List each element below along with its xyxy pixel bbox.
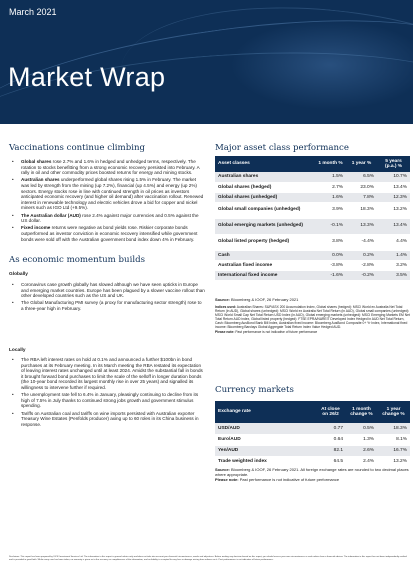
header-banner [0,0,413,124]
table-cell: Australian fixed income [215,260,315,270]
source-text: Bloomberg & IOOF, 26 February 2021 [229,297,299,302]
bullet-lead: Global shares [21,159,52,164]
report-date: March 2021 [9,7,57,17]
list-item: • The Global Manufacturing PMI survey (a proxy for manufacturing sector strength) rose to a three-year high in February. [9,300,205,311]
table-cell: 0.5% [346,423,377,434]
locally-list [9,357,205,429]
table-row [215,202,410,218]
table-cell: -3.8% [315,260,346,270]
table-cell: 18.3% [346,202,377,218]
table-cell: 2.4% [346,456,377,467]
table-cell: 3.2% [377,260,410,270]
bullet-text: returns were negative as bond yields rose. Riskier corporate bonds outperformed as investor conviction in economic recovery intensified while government bonds were sold off with the Australian government bond index down 4% in February. [21,225,198,242]
asset-table-body [215,172,410,280]
source-text: Bloomberg & IOOF, 26 February 2021. All foreign exchange rates are rounded to two decimal places where appropriate. [215,467,409,477]
table-cell: 0.77 [315,423,346,434]
table-cell: 64.5 [315,456,346,467]
table-cell: Euro/AUD [215,434,315,445]
table-header-row [215,156,410,172]
table-row [215,434,410,445]
vaccinations-list [9,159,205,244]
table-cell: 3.8% [315,234,346,250]
table-cell: 4.4% [377,234,410,250]
table-row [215,234,410,250]
table-header-row [215,401,410,423]
table-row [215,270,410,280]
table-cell: Australian shares [215,172,315,182]
table-row [215,260,410,270]
table-cell: 8.1% [377,434,410,445]
column-header: 1 month % [315,156,346,172]
note-label: Please note: [215,329,235,334]
source-label: Source: [215,297,230,302]
table-cell: 3.9% [315,202,346,218]
column-header: 1 year % [346,156,377,172]
indices-text: Australian Shares: S&P/ASX 200 Accumulation Index, Global shares (hedged): MSCI World ex Australia Net Total Return (in AUD), Global shares (unhedged): MSCI World ex Australia Net Total Return (in AUD), Global small companies (unhedged): MSCI World Small Cap Net Total Return USD Index (in AUD), Global emerging markets (unhedged): MSCI Emerging Markets EM Net Total Return AUD index, Global listed property (hedged): FTSE EPRA/NAREIT Developed Index Hedged in AUD Net Total Return, Cash: Bloomberg AusBond Bank Bill Index, Australian fixed income: Bloomberg AusBond Composite 0+ Yr Index, International fixed income: Bloomberg Barclays Global Aggregate Total Return Index Value Hedged AUD. [215,305,410,330]
table-cell: Global shares (hedged) [215,182,315,192]
list-item: • The unemployment rate fell to 6.4% in January, pleasingly continuing to decline from its high of 7.5% in July thanks to continued strong jobs growth and government stimulus spending. [9,392,205,409]
table-cell: -2.8% [346,260,377,270]
list-item: • Tariffs on Australian coal and tariffs on wine imports persisted with Australian exporter Treasury Wine Estates (Penfolds producer) axing up to 60 roles in its China business in response. [9,411,205,428]
bullet-lead: Fixed income [21,225,51,231]
column-header: 1 month change % [346,401,377,423]
table-cell: Yen/AUD [215,445,315,456]
list-item [9,213,205,224]
column-header: 1 year change % [377,401,410,423]
table-cell: USD/AUD [215,423,315,434]
table-cell: 1.6% [315,192,346,202]
asset-class-table [215,156,410,281]
table-row [215,182,410,192]
table-cell: 13.4% [377,182,410,192]
note-text: Past performance is not indicative of future performance [234,329,318,334]
vaccinations-heading: Vaccinations continue climbing [9,143,145,153]
table-row [215,172,410,182]
table-cell: Cash [215,250,315,260]
table-cell: International fixed income [215,270,315,280]
table-row [215,192,410,202]
column-header: Exchange rate [215,401,315,423]
currency-table [215,401,410,468]
table-cell: 3.5% [377,270,410,280]
note-label: Please note: [215,477,239,482]
currency-heading: Currency markets [215,385,294,395]
table-cell: 12.3% [377,192,410,202]
table-cell: -4.4% [346,234,377,250]
table-cell: 13.4% [377,218,410,234]
table-cell: 10.7% [377,172,410,182]
table-cell: 1.5% [315,172,346,182]
table-cell: -0.1% [315,218,346,234]
table-cell: 13.3% [346,218,377,234]
locally-label: Locally [9,348,26,353]
table-cell: 13.2% [377,202,410,218]
table-cell: 2.7% [315,182,346,192]
table-cell: 7.8% [346,192,377,202]
table-cell: 1.3% [346,434,377,445]
table-cell: 82.1 [315,445,346,456]
bullet-lead: Australian shares [21,177,60,183]
globally-list [9,282,205,313]
disclaimer: Disclaimer: This report has been prepared by IOOF Investment Services Ltd. The information in this report is general advice only and does not take into account your financial circumstances, needs and objectives. Before making any decision based on this report, you should assess your own circumstances or seek advice from a financial adviser. The information in this report has not been independently verified and is provided in good faith. While every care has been taken, no warranty is given as to the accuracy or completeness of the information, and no liability is accepted for any loss or damage arising from reliance on it. Past performance is not indicative of future performance. [9,556,407,561]
asset-source [215,297,410,302]
table-cell: -1.6% [315,270,346,280]
currency-table-body [215,423,410,467]
table-cell: 18.3% [377,423,410,434]
list-item [9,177,205,211]
indices-label: Indices used: [215,305,237,309]
list-item [9,159,205,176]
report-title: Market Wrap [8,62,166,92]
column-header: 5 years (p.a.) % [377,156,410,172]
bullet-text: underperformed global shares rising 1.5% in February. The market was led by strength from the mining (up 7.2%), financial (up 4.5%) and energy (up 2%) sectors. Energy stocks rose in line with continued strength in oil prices as investors anticipated economic recovery (and higher oil demand) after vaccination rollout. Renewed interest in renewable technology and electric vehicles drove a bid for copper and nickel miners such as IGO Ltd (+9.5%). [21,177,204,211]
table-cell: Trade weighted index [215,456,315,467]
column-header: Asset classes [215,156,315,172]
table-cell: 0.0% [315,250,346,260]
table-cell: 0.64 [315,434,346,445]
table-row [215,423,410,434]
table-row [215,456,410,467]
table-cell: 16.7% [377,445,410,456]
table-row [215,250,410,260]
table-cell: Global emerging markets (unhedged) [215,218,315,234]
list-item: • Coronavirus case growth globally has slowed although we have seen upticks in Europe and emerging market countries. Europe has been plagued by a slower vaccine rollout than other developed countries such as the US and UK. [9,282,205,299]
table-row [215,218,410,234]
table-cell: Global listed property (hedged) [215,234,315,250]
table-cell: Global shares (unhedged) [215,192,315,202]
table-row [215,445,410,456]
table-cell: Global small companies (unhedged) [215,202,315,218]
economic-heading: As economic momentum builds [9,255,145,265]
asset-notes [215,305,410,334]
table-cell: 0.2% [346,250,377,260]
globally-label: Globally [9,272,28,277]
column-header: At close on 26/2 [315,401,346,423]
table-cell: 2.6% [346,445,377,456]
bullet-lead: The Australian dollar (AUD) [21,212,81,218]
list-item [9,225,205,242]
note-text: Past performance is not indicative of future performance [238,477,340,482]
table-cell: 1.4% [377,250,410,260]
source-label: Source: [215,467,230,472]
table-cell: -0.2% [346,270,377,280]
currency-source [215,467,410,482]
asset-heading: Major asset class performance [215,143,349,153]
bullet-text: rose 2.7% and 1.6% in hedged and unhedged terms, respectively. The rotation to stocks benefitting from a strong economic recovery persisted into February. A rally in oil and other commodity prices boosted returns for energy and mining stocks. [21,159,200,176]
table-cell: 6.5% [346,172,377,182]
table-cell: 13.2% [377,456,410,467]
bullet-text: rose 2.4% against major currencies and 0.5% against the US dollar. [21,212,199,224]
list-item: • The RBA left interest rates on hold at 0.1% and announced a further $100bn in bond purchases at its February meeting. In its March meeting the RBA restated its expectation of leaving interest rates unchanged until at least 2024. Amidst the substantial fall in bonds it brought forward bond purchases to limit the scale of the selloff in longer duration bonds (the 10-year bond recorded its largest monthly rise in over 25 years) and signalled its willingness to intervene further if required. [9,357,205,391]
table-cell: 23.0% [346,182,377,192]
